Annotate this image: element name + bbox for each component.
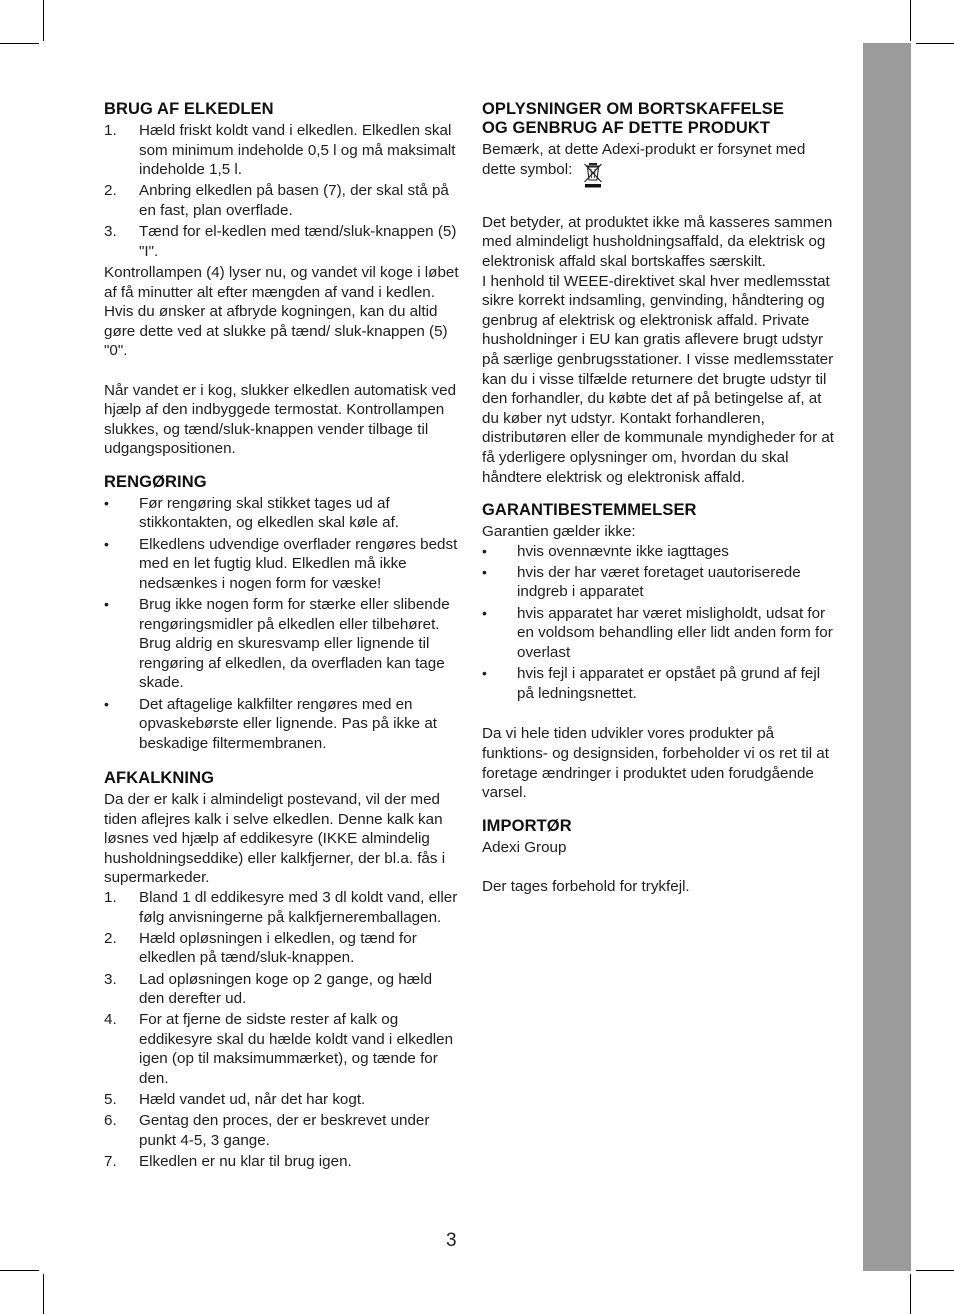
list-item [104, 1010, 460, 1088]
rengoring-list [104, 494, 460, 754]
list-text: hvis fejl i apparatet er opstået på grund af fejl på ledningsnettet. [517, 665, 821, 702]
list-text: Bland 1 dl eddikesyre med 3 dl koldt vand, eller følg anvisningerne på kalkfjerneremballagen. [139, 888, 458, 926]
bortskaffelse-paragraph-1: Det betyder, at produktet ikke må kasseres sammen med almindeligt husholdningsaffald, da elektrisk og elektronisk affald skal bortskaffes særskilt. [482, 213, 833, 270]
bullet: • [104, 494, 109, 511]
list-text: Elkedlen er nu klar til brug igen. [139, 1153, 352, 1171]
crop-mark [910, 0, 911, 41]
list-text: Anbring elkedlen på basen (7), der skal stå på en fast, plan overflade. [139, 182, 449, 219]
afkalkning-steps [104, 888, 460, 1172]
list-text: Tænd for el-kedlen med tænd/sluk-knappen (5) "I". [139, 223, 457, 260]
bullet: • [104, 596, 109, 613]
list-number: 2. [104, 929, 117, 947]
intro-text: Bemærk, at dette Adexi-produkt er forsynet med dette symbol: [482, 141, 806, 178]
list-text: For at fjerne de sidste rester af kalk og eddikesyre skal du hælde koldt vand i elkedlen igen (op til maksimummærket), og tænde for den. [139, 1011, 454, 1088]
crop-mark [916, 43, 954, 44]
list-text: Hæld friskt koldt vand i elkedlen. Elkedlen skal som minimum indeholde 0,5 l og må maksimalt indeholde 1,5 l. [139, 122, 456, 179]
list-number: 2. [104, 182, 117, 200]
list-item [104, 1152, 460, 1172]
list-text: hvis der har været foretaget uautoriserede indgreb i apparatet [517, 563, 801, 601]
crop-mark [43, 0, 44, 41]
list-number: 6. [104, 1112, 117, 1130]
page-number: 3 [446, 1230, 457, 1251]
list-item [104, 535, 460, 594]
list-item [482, 604, 838, 663]
crop-mark [910, 1274, 911, 1314]
bullet: • [482, 542, 487, 559]
heading-line: OG GENBRUG AF DETTE PRODUKT [482, 119, 771, 137]
list-item [482, 664, 838, 703]
left-column [104, 100, 460, 1173]
section-heading-importor: IMPORTØR [482, 816, 572, 835]
print-disclaimer: Der tages forbehold for trykfejl. [482, 877, 690, 895]
list-number: 1. [104, 888, 117, 906]
section-heading-garanti: GARANTIBESTEMMELSER [482, 501, 697, 520]
bortskaffelse-intro [482, 140, 838, 193]
garanti-list [482, 542, 838, 704]
bortskaffelse-paragraph-2: I henhold til WEEE-direktivet skal hver medlemsstat sikre korrekt indsamling, genvinding, håndtering og genbrug af elektrisk og elektronisk affald. Private husholdninger i EU kan gratis aflevere brugt udstyr på særlige genbrugsstationer. I visse medlemsstater kan du i visse tilfælde returnere det brugte udstyr til den forhandler, du købte det af på betingelse af, at du køber nyt udstyr. Kontakt forhandleren, distributøren eller de kommunale myndigheder for at få yderligere oplysninger om, hvordan du skal håndtere elektrisk og elektronisk affald. [482, 272, 835, 486]
list-item [104, 888, 460, 927]
list-item [482, 542, 838, 562]
heading-line: OPLYSNINGER OM BORTSKAFFELSE [482, 100, 784, 118]
bullet: • [104, 695, 109, 712]
list-item [104, 1111, 460, 1150]
list-item [482, 563, 838, 602]
crop-mark [0, 1270, 39, 1271]
list-item [104, 494, 460, 533]
list-text: Hæld opløsningen i elkedlen, og tænd for elkedlen på tænd/sluk-knappen. [139, 929, 417, 967]
list-item [104, 222, 460, 261]
bullet: • [482, 604, 487, 621]
list-item [104, 121, 460, 180]
list-item [104, 1090, 460, 1110]
crop-mark [43, 1274, 44, 1314]
list-text: hvis apparatet har været misligholdt, udsat for en voldsom behandling eller lidt anden form for overlast [517, 604, 833, 661]
list-number: 3. [104, 970, 117, 988]
bullet: • [104, 535, 109, 552]
list-text: Før rengøring skal stikket tages ud af stikkontakten, og elkedlen skal køle af. [139, 494, 400, 532]
weee-crossed-bin-icon [583, 162, 603, 194]
section-heading-bortskaffelse [482, 100, 838, 138]
list-item [104, 970, 460, 1009]
list-text: Det aftagelige kalkfilter rengøres med en opvaskebørste eller lignende. Pas på ikke at beskadige filtermembranen. [139, 695, 438, 752]
garanti-intro: Garantien gælder ikke: [482, 523, 636, 541]
list-text: Brug ikke nogen form for stærke eller slibende rengøringsmidler på elkedlen eller tilbehøret. Brug aldrig en skuresvamp eller lignende til rengøring af elkedlen, da overfladen kan tage skade. [139, 596, 450, 692]
list-number: 1. [104, 122, 117, 139]
list-text: Hæld vandet ud, når det har kogt. [139, 1091, 366, 1109]
list-number: 3. [104, 223, 117, 241]
crop-mark [916, 1270, 954, 1271]
crop-mark [0, 43, 39, 44]
list-item [104, 181, 460, 220]
brug-paragraph-2: Når vandet er i kog, slukker elkedlen automatisk ved hjælp af den indbyggede termostat. Kontrollampen slukkes, og tænd/sluk-knappen vender tilbage til udgangspositionen. [104, 381, 457, 458]
list-item [104, 695, 460, 754]
section-heading-afkalkning: AFKALKNING [104, 768, 215, 787]
bullet: • [482, 665, 487, 682]
list-number: 7. [104, 1153, 117, 1171]
side-tab [863, 43, 911, 1271]
list-number: 5. [104, 1091, 117, 1109]
bullet: • [482, 563, 487, 580]
list-number: 4. [104, 1011, 117, 1029]
right-column [482, 100, 838, 897]
list-item [104, 929, 460, 968]
brug-steps [104, 121, 460, 261]
list-text: Elkedlens udvendige overflader rengøres bedst med en let fugtig klud. Elkedlen må ikke nedsænkes i nogen form for væske! [139, 535, 458, 592]
list-text: Gentag den proces, der er beskrevet under punkt 4-5, 3 gange. [139, 1112, 430, 1150]
garanti-outro: Da vi hele tiden udvikler vores produkter på funktions- og designsiden, forbeholder vi os ret til at foretage ændringer i produktet uden forudgående varsel. [482, 725, 829, 802]
section-heading-brug: BRUG AF ELKEDLEN [104, 100, 274, 118]
afkalkning-intro: Da der er kalk i almindeligt postevand, vil der med tiden aflejres kalk i selve elkedlen. Denne kalk kan løsnes ved hjælp af eddikesyre (IKKE almindelig husholdningseddike) eller kalkfjerner, der bl.a. fås i supermarkeder. [104, 790, 446, 887]
list-item [104, 595, 460, 693]
section-heading-rengoring: RENGØRING [104, 472, 207, 491]
list-text: Lad opløsningen koge op 2 gange, og hæld den derefter ud. [139, 970, 433, 1008]
brug-paragraph-1: Kontrollampen (4) lyser nu, og vandet vil koge i løbet af få minutter alt efter mængden af vand i kedlen. Hvis du ønsker at afbryde kogningen, kan du altid gøre dette ved at slukke på tænd/ sluk-knappen (5) "0". [104, 263, 459, 360]
importor-name: Adexi Group [482, 838, 567, 856]
list-text: hvis ovennævnte ikke iagttages [517, 542, 729, 560]
